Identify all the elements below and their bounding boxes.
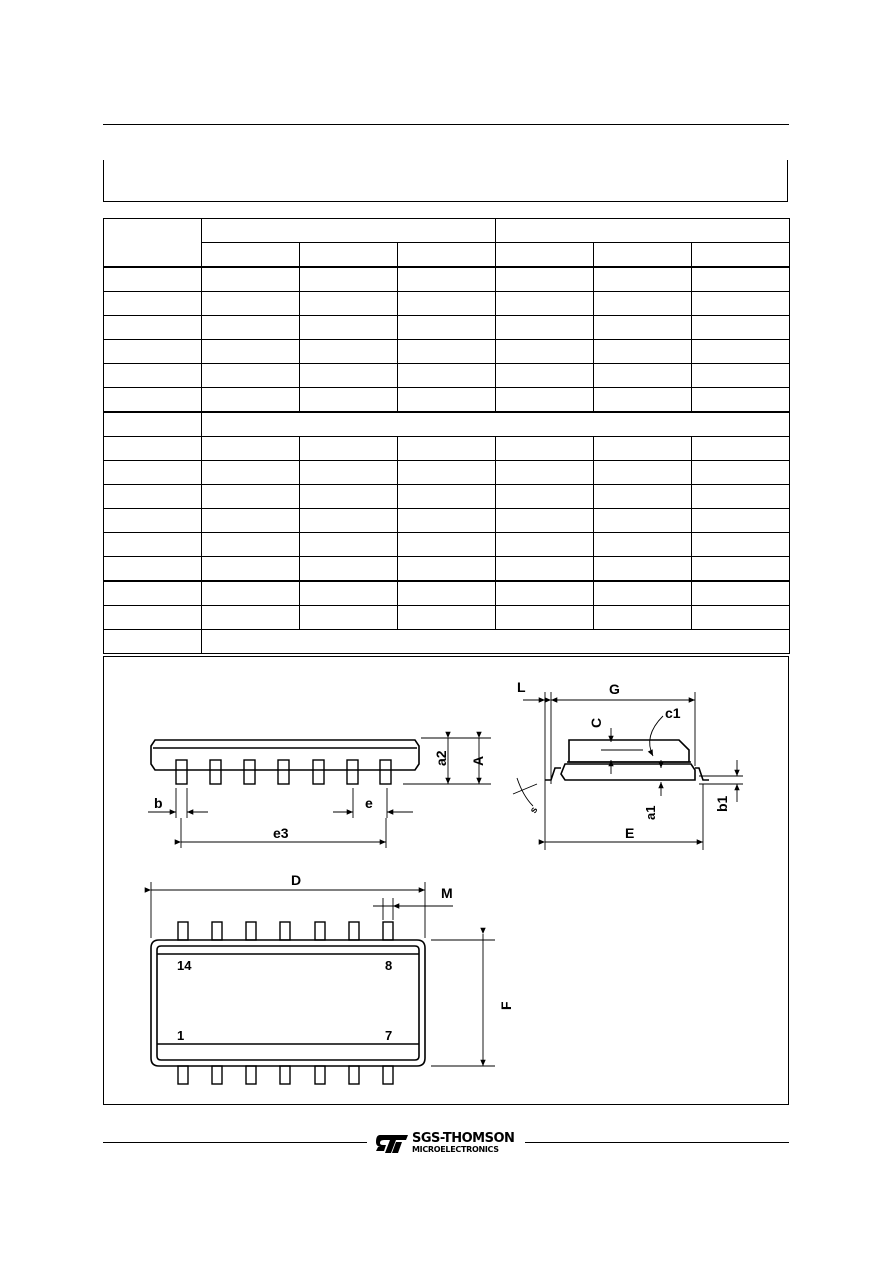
table-cell [300, 557, 398, 582]
table-cell [594, 388, 692, 413]
table-cell [594, 509, 692, 533]
table-cell [594, 364, 692, 388]
table-cell [300, 388, 398, 413]
table-cell [496, 461, 594, 485]
table-cell [202, 267, 300, 292]
table-cell [202, 509, 300, 533]
package-title-box [103, 160, 788, 202]
table-cell [594, 316, 692, 340]
dim-label-b1: b1 [714, 795, 730, 812]
pin-label-14: 14 [177, 958, 192, 973]
end-view [545, 740, 709, 780]
table-cell [398, 316, 496, 340]
table-cell [300, 485, 398, 509]
table-row [104, 485, 790, 509]
table-row [104, 509, 790, 533]
table-cell [202, 606, 300, 630]
table-cell [202, 557, 300, 582]
table-cell [594, 581, 692, 606]
footer-rule-left [103, 1142, 367, 1143]
sub-header [496, 243, 594, 268]
table-cell [202, 340, 300, 364]
table-row [104, 412, 790, 437]
table-cell [496, 437, 594, 461]
dim-label-M: M [441, 885, 453, 901]
dim-header [104, 219, 202, 268]
table-cell [692, 364, 790, 388]
sub-header [202, 243, 300, 268]
dim-label-c1: c1 [665, 705, 681, 721]
footer-rule-right [525, 1142, 789, 1143]
table-cell [594, 557, 692, 582]
brand-logo [412, 1132, 514, 1154]
table-cell [496, 340, 594, 364]
pin-label-7: 7 [385, 1028, 393, 1043]
table-cell [300, 316, 398, 340]
table-row [104, 461, 790, 485]
table-cell [692, 461, 790, 485]
table-cell [594, 437, 692, 461]
table-cell [496, 581, 594, 606]
table-cell [692, 292, 790, 316]
row-label [104, 581, 202, 606]
pin-label-8: 8 [385, 958, 393, 973]
table-row [104, 630, 790, 654]
table-cell [398, 437, 496, 461]
table-cell [300, 267, 398, 292]
table-cell [692, 388, 790, 413]
table-cell [202, 388, 300, 413]
table-cell [594, 533, 692, 557]
table-cell [496, 606, 594, 630]
table-cell [496, 557, 594, 582]
table-cell [398, 364, 496, 388]
side-view-leads [176, 760, 391, 784]
sub-header [692, 243, 790, 268]
table-cell [692, 437, 790, 461]
table-cell [202, 364, 300, 388]
table-cell [300, 606, 398, 630]
row-label [104, 412, 202, 437]
table-cell [300, 292, 398, 316]
table-cell [202, 316, 300, 340]
table-cell [692, 509, 790, 533]
dim-label-G: G [609, 681, 620, 697]
row-label [104, 316, 202, 340]
dim-label-C: C [588, 717, 604, 728]
table-cell [692, 340, 790, 364]
table-row [104, 581, 790, 606]
table-cell [692, 557, 790, 582]
package-outline-drawing [103, 656, 789, 1105]
table-cell [594, 461, 692, 485]
sub-header [300, 243, 398, 268]
table-cell [594, 606, 692, 630]
dim-label-L: L [517, 679, 526, 695]
table-cell [300, 364, 398, 388]
table-row [104, 388, 790, 413]
dim-label-a1: a1 [643, 805, 658, 820]
table-cell [202, 461, 300, 485]
row-label [104, 533, 202, 557]
table-cell [496, 292, 594, 316]
table-cell [398, 509, 496, 533]
dim-label-F: F [498, 1001, 514, 1010]
top-view [151, 940, 425, 1066]
row-label [104, 388, 202, 413]
table-row [104, 557, 790, 582]
row-label [104, 485, 202, 509]
table-cell [202, 485, 300, 509]
table-cell [202, 581, 300, 606]
dim-label-s: s [528, 805, 541, 816]
header-rule [103, 124, 789, 125]
table-cell [496, 364, 594, 388]
table-cell [398, 581, 496, 606]
dimensions-table [103, 218, 790, 654]
table-cell [202, 533, 300, 557]
table-cell [398, 461, 496, 485]
table-row [104, 364, 790, 388]
table-row [104, 606, 790, 630]
table-row [104, 437, 790, 461]
dim-label-A: A [470, 755, 486, 766]
table-cell [496, 485, 594, 509]
table-row [104, 267, 790, 292]
table-cell [692, 316, 790, 340]
table-cell [496, 388, 594, 413]
dim-label-e: e [365, 795, 373, 811]
row-label [104, 437, 202, 461]
table-cell [300, 509, 398, 533]
table-cell [398, 340, 496, 364]
table-cell [202, 412, 790, 437]
table-cell [300, 437, 398, 461]
side-view [151, 740, 419, 770]
dim-label-a2: a2 [433, 750, 449, 766]
brand-subtitle: MICROELECTRONICS [412, 1145, 499, 1154]
table-cell [594, 485, 692, 509]
sub-header [594, 243, 692, 268]
st-logo-icon [374, 1133, 410, 1155]
sub-header [398, 243, 496, 268]
table-cell [692, 267, 790, 292]
table-cell [300, 340, 398, 364]
table-cell [692, 485, 790, 509]
row-label [104, 340, 202, 364]
table-cell [202, 630, 790, 654]
group-header-mm [202, 219, 496, 243]
dim-label-b: b [154, 795, 163, 811]
table-cell [398, 292, 496, 316]
row-label [104, 509, 202, 533]
table-cell [398, 267, 496, 292]
pin-label-1: 1 [177, 1028, 185, 1043]
dim-label-D: D [291, 872, 302, 888]
table-cell [692, 606, 790, 630]
table-row [104, 340, 790, 364]
table-cell [594, 292, 692, 316]
table-cell [300, 461, 398, 485]
table-cell [594, 267, 692, 292]
table-cell [496, 267, 594, 292]
row-label [104, 461, 202, 485]
table-cell [398, 557, 496, 582]
row-label [104, 292, 202, 316]
brand-name: SGS-THOMSON [412, 1131, 515, 1146]
dim-label-e3: e3 [273, 825, 289, 841]
table-cell [398, 388, 496, 413]
table-cell [398, 533, 496, 557]
table-cell [202, 437, 300, 461]
group-header-inch [496, 219, 790, 243]
table-row [104, 533, 790, 557]
table-cell [692, 533, 790, 557]
table-cell [496, 316, 594, 340]
table-cell [594, 340, 692, 364]
table-cell [202, 292, 300, 316]
row-label [104, 606, 202, 630]
table-cell [496, 533, 594, 557]
table-cell [300, 581, 398, 606]
table-cell [300, 533, 398, 557]
table-row [104, 292, 790, 316]
row-label [104, 557, 202, 582]
table-cell [692, 581, 790, 606]
row-label [104, 364, 202, 388]
dim-label-E: E [625, 825, 635, 841]
table-cell [398, 485, 496, 509]
row-label [104, 630, 202, 654]
table-row [104, 316, 790, 340]
table-cell [496, 509, 594, 533]
row-label [104, 267, 202, 292]
table-cell [398, 606, 496, 630]
